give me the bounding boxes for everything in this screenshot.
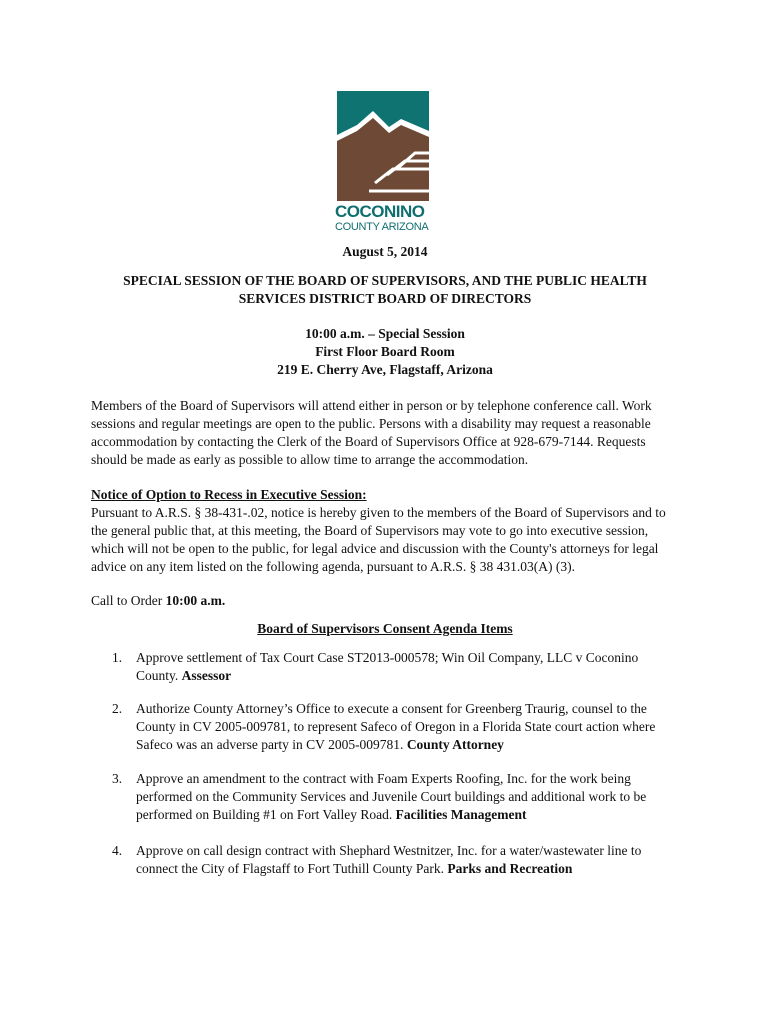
logo-subtitle: COUNTY ARIZONA	[335, 221, 429, 233]
agenda-item-department: Assessor	[181, 668, 232, 683]
agenda-item	[112, 649, 672, 685]
agenda-item-department: Parks and Recreation	[447, 861, 573, 876]
agenda-item-text: Approve on call design contract with Shephard Westnitzer, Inc. for a water/wastewater line to connect the City of Flagstaff to Fort Tuthill County Park.	[136, 843, 642, 876]
session-time: 10:00 a.m. – Special Session	[305, 326, 465, 341]
session-room: First Floor Board Room	[315, 344, 455, 359]
county-logo	[335, 91, 435, 233]
agenda-title: Board of Supervisors Consent Agenda Items	[257, 621, 513, 636]
agenda-item-text: Authorize County Attorney’s Office to execute a consent for Greenberg Traurig, counsel to the County in CV 2005-009781, to represent Safeco of Oregon in a Florida State court action where Safeco was an adverse party in CV 2005-009781.	[136, 701, 656, 752]
call-to-order-time: 10:00 a.m.	[165, 593, 226, 608]
logo-name: COCONINO	[335, 202, 425, 221]
call-to-order-label: Call to Order	[91, 593, 163, 608]
agenda-item-number: 4.	[112, 843, 123, 858]
agenda-item-number: 3.	[112, 771, 123, 786]
session-info	[0, 325, 770, 379]
agenda-item-number: 2.	[112, 701, 123, 716]
meeting-heading: SPECIAL SESSION OF THE BOARD OF SUPERVISORS, AND THE PUBLIC HEALTH SERVICES DISTRICT BOARD OF DIRECTORS	[123, 273, 647, 306]
mountain-logo-icon	[335, 91, 431, 201]
notice-title: Notice of Option to Recess in Executive Session:	[91, 487, 367, 502]
agenda-item-text: Approve settlement of Tax Court Case ST2013-000578; Win Oil Company, LLC v Coconino County.	[136, 650, 639, 683]
agenda-item-department: County Attorney	[406, 737, 504, 752]
call-to-order	[91, 592, 681, 610]
session-address: 219 E. Cherry Ave, Flagstaff, Arizona	[277, 362, 493, 377]
agenda-item	[112, 842, 672, 878]
agenda-item-department: Facilities Management	[395, 807, 527, 822]
agenda-item	[112, 700, 672, 754]
agenda-item-text: Approve an amendment to the contract with Foam Experts Roofing, Inc. for the work being performed on the Community Services and Juvenile Court buildings and additional work to be performed on Building #1 on Fort Valley Road.	[136, 771, 647, 822]
notice-text: Pursuant to A.R.S. § 38-431-.02, notice is hereby given to the members of the Board of Supervisors and to the general public that, at this meeting, the Board of Supervisors may vote to go into executive session, which will not be open to the public, for legal advice and discussion with the County's attorneys for legal advice on any item listed on the following agenda, pursuant to A.R.S. § 38 431.03(A) (3).	[91, 505, 666, 574]
agenda-item-number: 1.	[112, 650, 123, 665]
agenda-item	[112, 770, 672, 824]
meeting-date: August 5, 2014	[342, 244, 428, 259]
notice-section	[91, 486, 681, 576]
intro-paragraph: Members of the Board of Supervisors will attend either in person or by telephone conference call. Work sessions and regular meetings are open to the public. Persons with a disability may request a reasonable accommodation by contacting the Clerk of the Board of Supervisors Office at 928-679-7144. Requests should be made as early as possible to allow time to arrange the accommodation.	[91, 398, 652, 467]
